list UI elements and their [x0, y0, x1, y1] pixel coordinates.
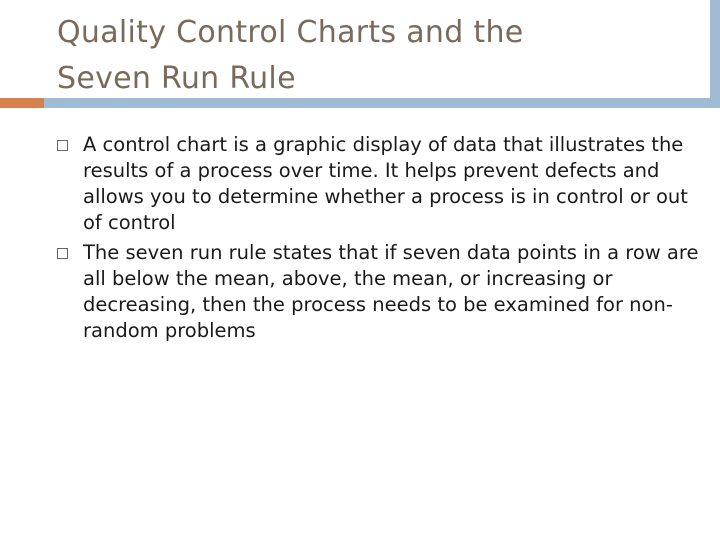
- bullet-text-seven-run-rule: The seven run rule states that if seven data points in a row are all below the mean, above, the mean, or increasing or decreasing, then the process needs to be examined for non-random problems: [83, 241, 699, 342]
- title-rule-blue: [44, 98, 720, 108]
- bullet-item-control-chart: [57, 132, 707, 236]
- slide-title-line-2: Seven Run Rule: [57, 61, 296, 96]
- slide-title: [57, 10, 697, 102]
- vertical-rule-blue: [710, 0, 720, 98]
- bullet-text-control-chart: A control chart is a graphic display of data that illustrates the results of a process over time. It helps prevent defects and allows you to determine whether a process is in control or out of control: [83, 133, 688, 234]
- square-bullet-icon: [57, 248, 68, 259]
- square-bullet-icon: [57, 140, 68, 151]
- bullet-item-seven-run-rule: [57, 240, 707, 344]
- title-rule-orange: [0, 98, 44, 108]
- slide-title-line-1: Quality Control Charts and the: [57, 15, 524, 50]
- bullet-list: [57, 132, 707, 348]
